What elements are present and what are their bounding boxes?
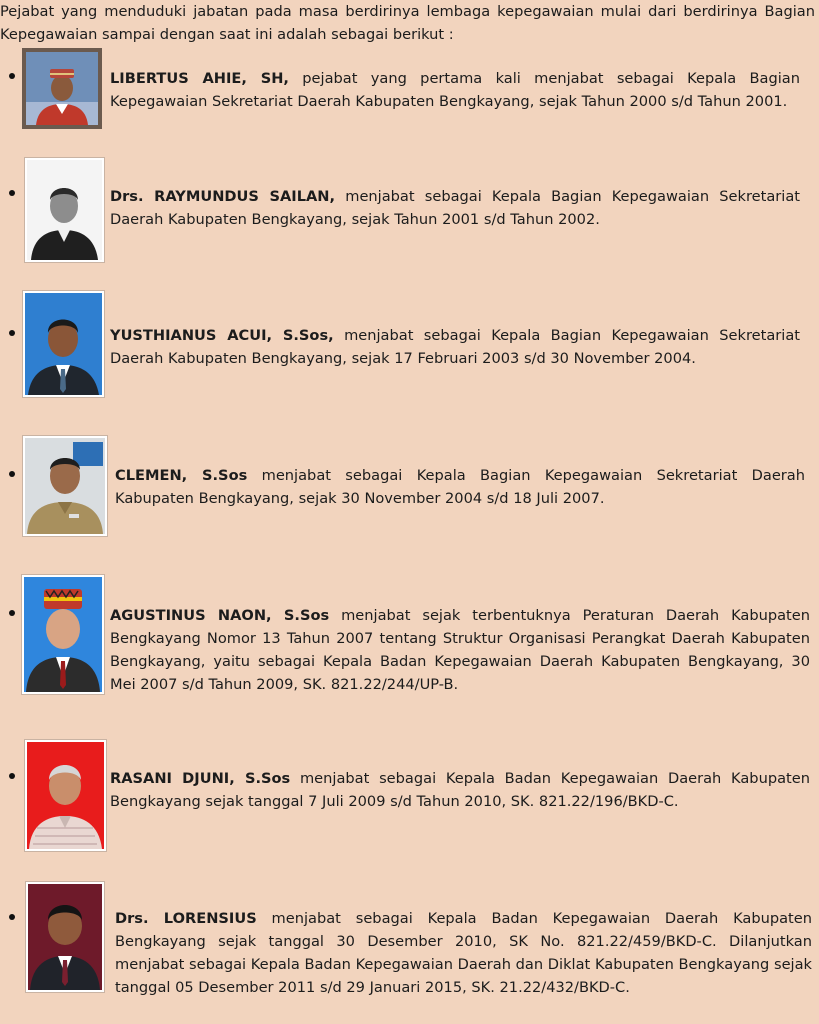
entry-text bbox=[110, 604, 810, 696]
official-name: Drs. RAYMUNDUS SAILAN, bbox=[110, 188, 336, 205]
entry-text bbox=[110, 185, 800, 231]
list-item bbox=[0, 882, 819, 1007]
list-item bbox=[0, 291, 819, 396]
intro-paragraph: Pejabat yang menduduki jabatan pada masa berdirinya lembaga kepegawaian mulai dari berdirinya Bagian Kepegawaian sampai dengan saat ini adalah sebagai berikut : bbox=[0, 3, 815, 43]
portrait-photo bbox=[22, 48, 102, 129]
portrait-photo bbox=[25, 158, 104, 262]
list-item bbox=[0, 48, 819, 133]
portrait-photo bbox=[23, 436, 107, 536]
entry-description: menjabat sebagai Kepala Badan Kepegawaian Daerah Kabupaten Bengkayang sejak tanggal 7 Juli 2009 s/d Tahun 2010, SK. 821.22/196/BKD-C. bbox=[110, 770, 810, 810]
list-item bbox=[0, 740, 819, 850]
portrait-photo bbox=[22, 575, 104, 694]
list-item bbox=[0, 158, 819, 261]
bullet-icon bbox=[9, 610, 15, 616]
bullet-icon bbox=[9, 73, 15, 79]
portrait-photo bbox=[26, 882, 104, 992]
bullet-icon bbox=[9, 190, 15, 196]
entry-description: menjabat sejak terbentuknya Peraturan Daerah Kabupaten Bengkayang Nomor 13 Tahun 2007 tentang Struktur Organisasi Perangkat Daerah Kabupaten Bengkayang, yaitu sebagai Kepala Badan Kepegawaian Daerah Kabupaten Bengkayang, 30 Mei 2007 s/d Tahun 2009, SK. 821.22/244/UP-B. bbox=[110, 607, 810, 693]
entry-description: menjabat sebagai Kepala Bagian Kepegawaian Sekretariat Daerah Kabupaten Bengkayang, sejak 30 November 2004 s/d 18 Juli 2007. bbox=[115, 467, 805, 507]
official-name: CLEMEN, S.Sos bbox=[115, 467, 248, 484]
official-name: RASANI DJUNI, S.Sos bbox=[110, 770, 291, 787]
entry-description: menjabat sebagai Kepala Badan Kepegawaian Daerah Kabupaten Bengkayang sejak tanggal 30 Desember 2010, SK No. 821.22/459/BKD-C. Dilanjutkan menjabat sebagai Kepala Badan Kepegawaian Daerah dan Diklat Kabupaten Bengkayang sejak tanggal 05 Desember 2011 s/d 29 Januari 2015, SK. 21.22/432/BKD-C. bbox=[115, 910, 812, 996]
entry-description: pejabat yang pertama kali menjabat sebagai Kepala Bagian Kepegawaian Sekretariat Daerah Kabupaten Bengkayang, sejak Tahun 2000 s/d Tahun 2001. bbox=[110, 70, 800, 110]
official-name: AGUSTINUS NAON, S.Sos bbox=[110, 607, 330, 624]
list-item bbox=[0, 575, 819, 695]
bullet-icon bbox=[9, 773, 15, 779]
portrait-photo bbox=[23, 291, 104, 397]
portrait-photo bbox=[25, 740, 106, 851]
entry-description: menjabat sebagai Kepala Bagian Kepegawaian Sekretariat Daerah Kabupaten Bengkayang, sejak Tahun 2001 s/d Tahun 2002. bbox=[110, 188, 800, 228]
official-name: LIBERTUS AHIE, SH, bbox=[110, 70, 289, 87]
entry-description: menjabat sebagai Kepala Bagian Kepegawaian Sekretariat Daerah Kabupaten Bengkayang, sejak 17 Februari 2003 s/d 30 November 2004. bbox=[110, 327, 800, 367]
bullet-icon bbox=[9, 471, 15, 477]
official-name: YUSTHIANUS ACUI, S.Sos, bbox=[110, 327, 334, 344]
entry-text bbox=[110, 67, 800, 113]
list-item bbox=[0, 436, 819, 536]
entry-text bbox=[115, 464, 805, 510]
bullet-icon bbox=[9, 330, 15, 336]
bullet-icon bbox=[9, 914, 15, 920]
entry-text bbox=[110, 767, 810, 813]
official-name: Drs. LORENSIUS bbox=[115, 910, 257, 927]
entry-text bbox=[110, 324, 800, 370]
entry-text bbox=[115, 907, 812, 999]
